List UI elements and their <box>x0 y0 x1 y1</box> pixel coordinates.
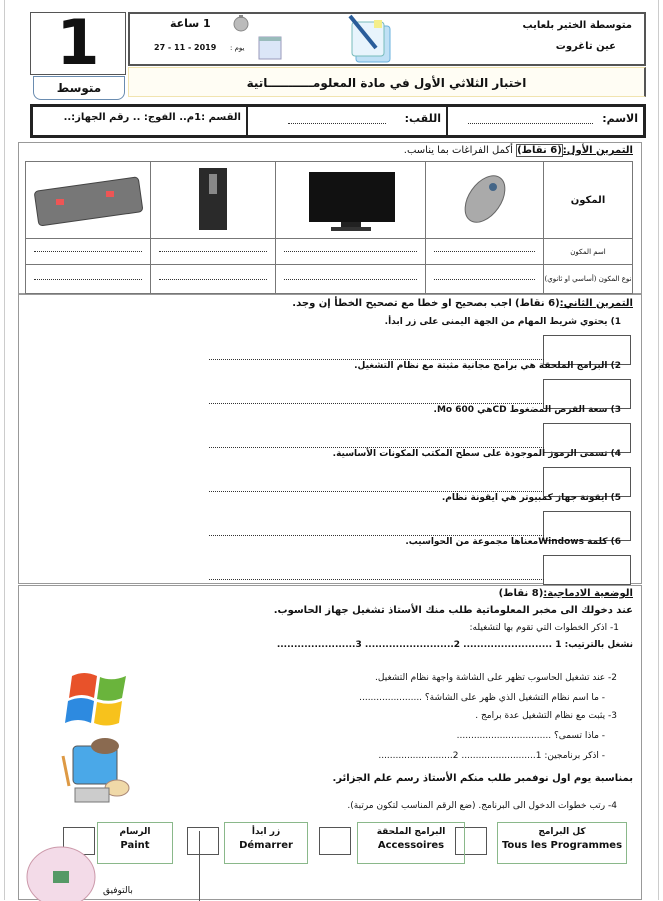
correction-line[interactable] <box>209 491 544 492</box>
situation-title: الوضعية الادماجية: <box>543 588 633 599</box>
question-1-answer[interactable]: نشغل بالترتيب: 1 .......................... 2.......................... 3....................... <box>276 640 633 650</box>
step-french: Tous les Programmes <box>501 840 623 851</box>
step-french: Paint <box>120 840 150 851</box>
exercise1-heading <box>404 145 633 156</box>
keyboard-image <box>26 162 151 239</box>
statement: 4) تسمى الرموز الموجودة على سطح المكتب المكونات الأساسية. <box>332 449 621 459</box>
step-card <box>97 822 173 864</box>
exercise2-instruction: اجب بصحيح او خطا مع تصحيح الخطأ إن وجد. <box>292 298 512 309</box>
mouse-image <box>426 162 544 239</box>
statement: 6) كلمة Windowsمعناها مجموعة من الحواسيب. <box>405 537 621 547</box>
situation-heading <box>499 588 633 599</box>
calendar-icon <box>258 36 282 60</box>
correction-line[interactable] <box>209 403 544 404</box>
step-card <box>224 822 308 864</box>
step-number-box[interactable] <box>319 827 351 855</box>
exercise2-section <box>18 294 642 584</box>
statement: 3) سعة القرص المضغوط CDهي 600 Mo. <box>433 405 621 415</box>
exercise1-points: (6 نقاط) <box>517 145 562 156</box>
context-text: بمناسبة يوم اول نوفمبر طلب منكم الأستاذ رسم علم الجزائر. <box>332 773 633 784</box>
exercise2-points: (6 نقاط) <box>514 298 560 309</box>
exercise1-instruction: أكمل الفراغات بما يناسب. <box>403 145 513 156</box>
name-field[interactable] <box>448 107 643 135</box>
correction-line[interactable] <box>209 359 544 360</box>
correction-line[interactable] <box>209 447 544 448</box>
paint-computer-icon <box>57 736 137 811</box>
name-label: الاسم: <box>602 112 638 125</box>
step-french: Démarrer <box>239 840 293 851</box>
question-2: 2- عند تشغيل الحاسوب تظهر على الشاشة واجهة نظام التشغيل. <box>375 673 617 683</box>
town-name: عين تاغروت <box>555 41 616 52</box>
answer-cell[interactable] <box>151 239 276 265</box>
exam-date: 27 - 11 - 2019 <box>154 43 217 52</box>
correction-line[interactable] <box>209 579 544 580</box>
answer-cell[interactable] <box>276 265 426 294</box>
question-3-sub2: - اذكر برنامجين: 1.......................... 2.......................... <box>378 751 605 761</box>
class-field[interactable]: القسم :1م.. الفوج: .. رقم الجهاز:.. <box>33 107 248 135</box>
question-2-sub: - ما اسم نظام التشغيل الذي ظهر على الشاشة؟ ...................... <box>359 693 605 703</box>
question-4: 4- رتب خطوات الدخول الى البرنامج. (ضع الرقم المناسب لتكون مرتبة). <box>347 801 617 811</box>
step-arabic: كل البرامج <box>538 827 586 837</box>
answer-cell[interactable] <box>26 265 151 294</box>
divider <box>199 831 200 901</box>
answer-cell[interactable] <box>426 265 544 294</box>
header-box <box>128 12 646 66</box>
question-3: 3- يثبت مع نظام التشغيل عدة برامج . <box>475 711 617 721</box>
clock-icon <box>230 14 252 32</box>
date-label: يوم : <box>230 44 245 52</box>
exercise1-title: التمرين الأول: <box>562 145 633 156</box>
situation-section <box>18 585 642 900</box>
answer-cell[interactable] <box>426 239 544 265</box>
table-row <box>26 162 633 239</box>
step-arabic: الرسام <box>119 827 151 837</box>
stamp-logo-icon <box>23 841 99 901</box>
system-unit-image <box>151 162 276 239</box>
step-card <box>357 822 465 864</box>
table-row <box>26 239 633 265</box>
step-arabic: زر ابدأ <box>251 827 281 837</box>
windows-logo-icon <box>64 666 134 730</box>
statement: 2) البرامج الملحقة هي برامج مجانية مثبتة مع نظام التشغيل. <box>354 361 621 371</box>
exercise2-heading <box>292 298 633 309</box>
table-row <box>26 265 633 294</box>
duration: 1 ساعة <box>170 17 211 30</box>
monitor-image <box>276 162 426 239</box>
situation-intro: عند دخولك الى مخبر المعلوماتية طلب منك الأستاذ تشغيل جهاز الحاسوب. <box>273 605 633 616</box>
student-info-row <box>30 104 646 138</box>
grade-number: 1 <box>30 12 126 75</box>
surname-label: اللقب: <box>404 112 441 125</box>
exercise1-section <box>18 142 642 294</box>
step-number-box[interactable] <box>187 827 219 855</box>
row-label: نوع المكون (أساسي او ثانوي) <box>544 265 633 294</box>
footer-fragment: بالتوفيق <box>103 886 133 896</box>
school-name: متوسطة الخثير بلعايب <box>522 20 632 31</box>
answer-box[interactable] <box>543 555 631 585</box>
row-label: المكون <box>544 162 633 239</box>
step-french: Accessoires <box>377 840 445 851</box>
answer-cell[interactable] <box>276 239 426 265</box>
components-table <box>25 161 633 294</box>
correction-line[interactable] <box>209 535 544 536</box>
exam-title: اختبار الثلاثي الأول في مادة المعلومـــــــــــاتية <box>128 67 646 97</box>
answer-cell[interactable] <box>151 265 276 294</box>
row-label: اسم المكون <box>544 239 633 265</box>
exercise2-title: التمرين الثاني: <box>559 298 633 309</box>
step-arabic: البرامج الملحقة <box>376 827 446 837</box>
question-3-sub1: - ماذا تسمى؟ ................................. <box>456 731 605 741</box>
situation-points: (8 نقاط) <box>498 588 544 599</box>
statement: 5) ايقونة جهاز كمبيوتر هي ايقونة نظام. <box>441 493 621 503</box>
question-1: 1- اذكر الخطوات التي تقوم بها لتشغيله: <box>469 623 619 633</box>
surname-field[interactable] <box>248 107 448 135</box>
statement: 1) يحتوي شريط المهام من الجهة اليمنى على زر ابدأ. <box>384 317 621 327</box>
step-card <box>497 822 627 864</box>
grade-label: متوسط <box>33 76 125 100</box>
notepad-icon <box>340 14 400 66</box>
answer-cell[interactable] <box>26 239 151 265</box>
